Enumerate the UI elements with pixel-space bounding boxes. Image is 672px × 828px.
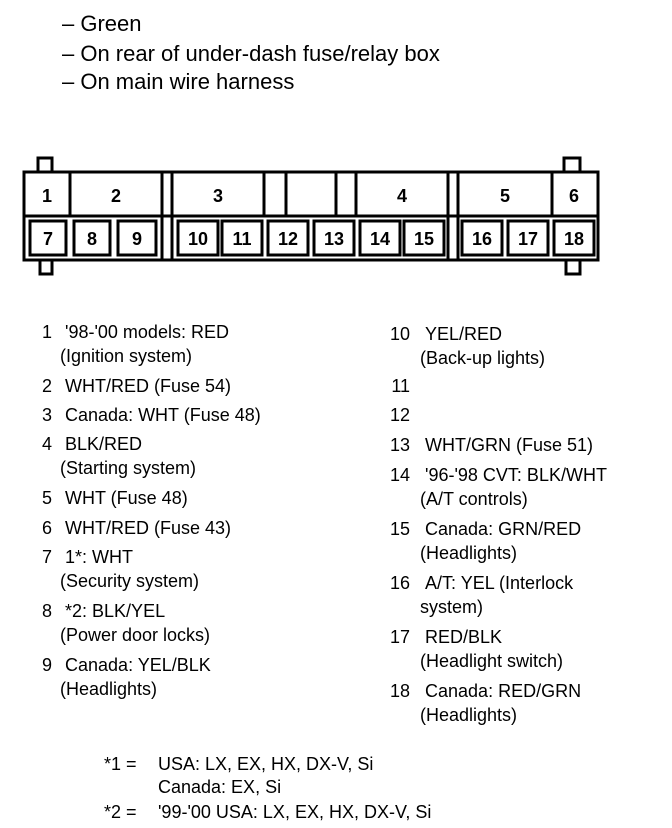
legend-entry-13: 13 WHT/GRN (Fuse 51) (389, 435, 594, 455)
footnote-2-label: *2 = (104, 802, 137, 822)
pin-12: 12 (277, 229, 299, 249)
footnote-2-line1: '99-'00 USA: LX, EX, HX, DX-V, Si (158, 802, 432, 822)
pin-1: 1 (41, 186, 53, 206)
footnote-1-label: *1 = (104, 754, 137, 774)
legend-entry-4: 4 BLK/RED (Starting system) (41, 434, 197, 478)
legend-entry-5: 5 WHT (Fuse 48) (41, 488, 188, 508)
header-note-color: – Green (62, 11, 142, 36)
pin-10: 10 (187, 229, 209, 249)
pin-13: 13 (323, 229, 345, 249)
legend-entry-18: 18 Canada: RED/GRN (Headlights) (389, 681, 582, 725)
pin-18: 18 (563, 229, 585, 249)
pin-5: 5 (499, 186, 511, 206)
pin-17: 17 (517, 229, 539, 249)
pin-9: 9 (131, 229, 143, 249)
legend-entry-12: 12 (389, 405, 410, 425)
legend-entry-1: 1 '98-'00 models: RED (Ignition system) (41, 322, 229, 366)
legend-entry-11: 11 (391, 376, 410, 396)
legend-entry-8: 8 *2: BLK/YEL (Power door locks) (41, 601, 211, 645)
legend-entry-14: 14 '96-'98 CVT: BLK/WHT (A/T controls) (389, 465, 607, 509)
legend-entry-2: 2 WHT/RED (Fuse 54) (41, 376, 232, 396)
header-note-location: – On rear of under-dash fuse/relay box (62, 41, 440, 66)
pin-6: 6 (568, 186, 580, 206)
pin-16: 16 (471, 229, 493, 249)
pin-14: 14 (369, 229, 391, 249)
legend-entry-6: 6 WHT/RED (Fuse 43) (41, 518, 232, 538)
legend-entry-9: 9 Canada: YEL/BLK (Headlights) (41, 655, 211, 699)
legend-entry-17: 17 RED/BLK (Headlight switch) (389, 627, 564, 671)
pin-3: 3 (212, 186, 224, 206)
footnote-1-line1: USA: LX, EX, HX, DX-V, Si (158, 754, 374, 774)
pin-7: 7 (42, 229, 54, 249)
legend-entry-10: 10 YEL/RED (Back-up lights) (389, 324, 546, 368)
pin-8: 8 (86, 229, 98, 249)
pin-4: 4 (396, 186, 408, 206)
pin-2: 2 (110, 186, 122, 206)
legend-entry-16: 16 A/T: YEL (Interlock system) (389, 573, 574, 617)
legend-entry-3: 3 Canada: WHT (Fuse 48) (41, 405, 261, 425)
pin-11: 11 (232, 229, 252, 249)
footnote-1-line2: Canada: EX, Si (158, 777, 282, 797)
legend-entry-7: 7 1*: WHT (Security system) (41, 547, 200, 591)
connector-diagram (0, 0, 672, 300)
pin-15: 15 (413, 229, 435, 249)
legend-entry-15: 15 Canada: GRN/RED (Headlights) (389, 519, 582, 563)
header-note-harness: – On main wire harness (62, 69, 295, 94)
